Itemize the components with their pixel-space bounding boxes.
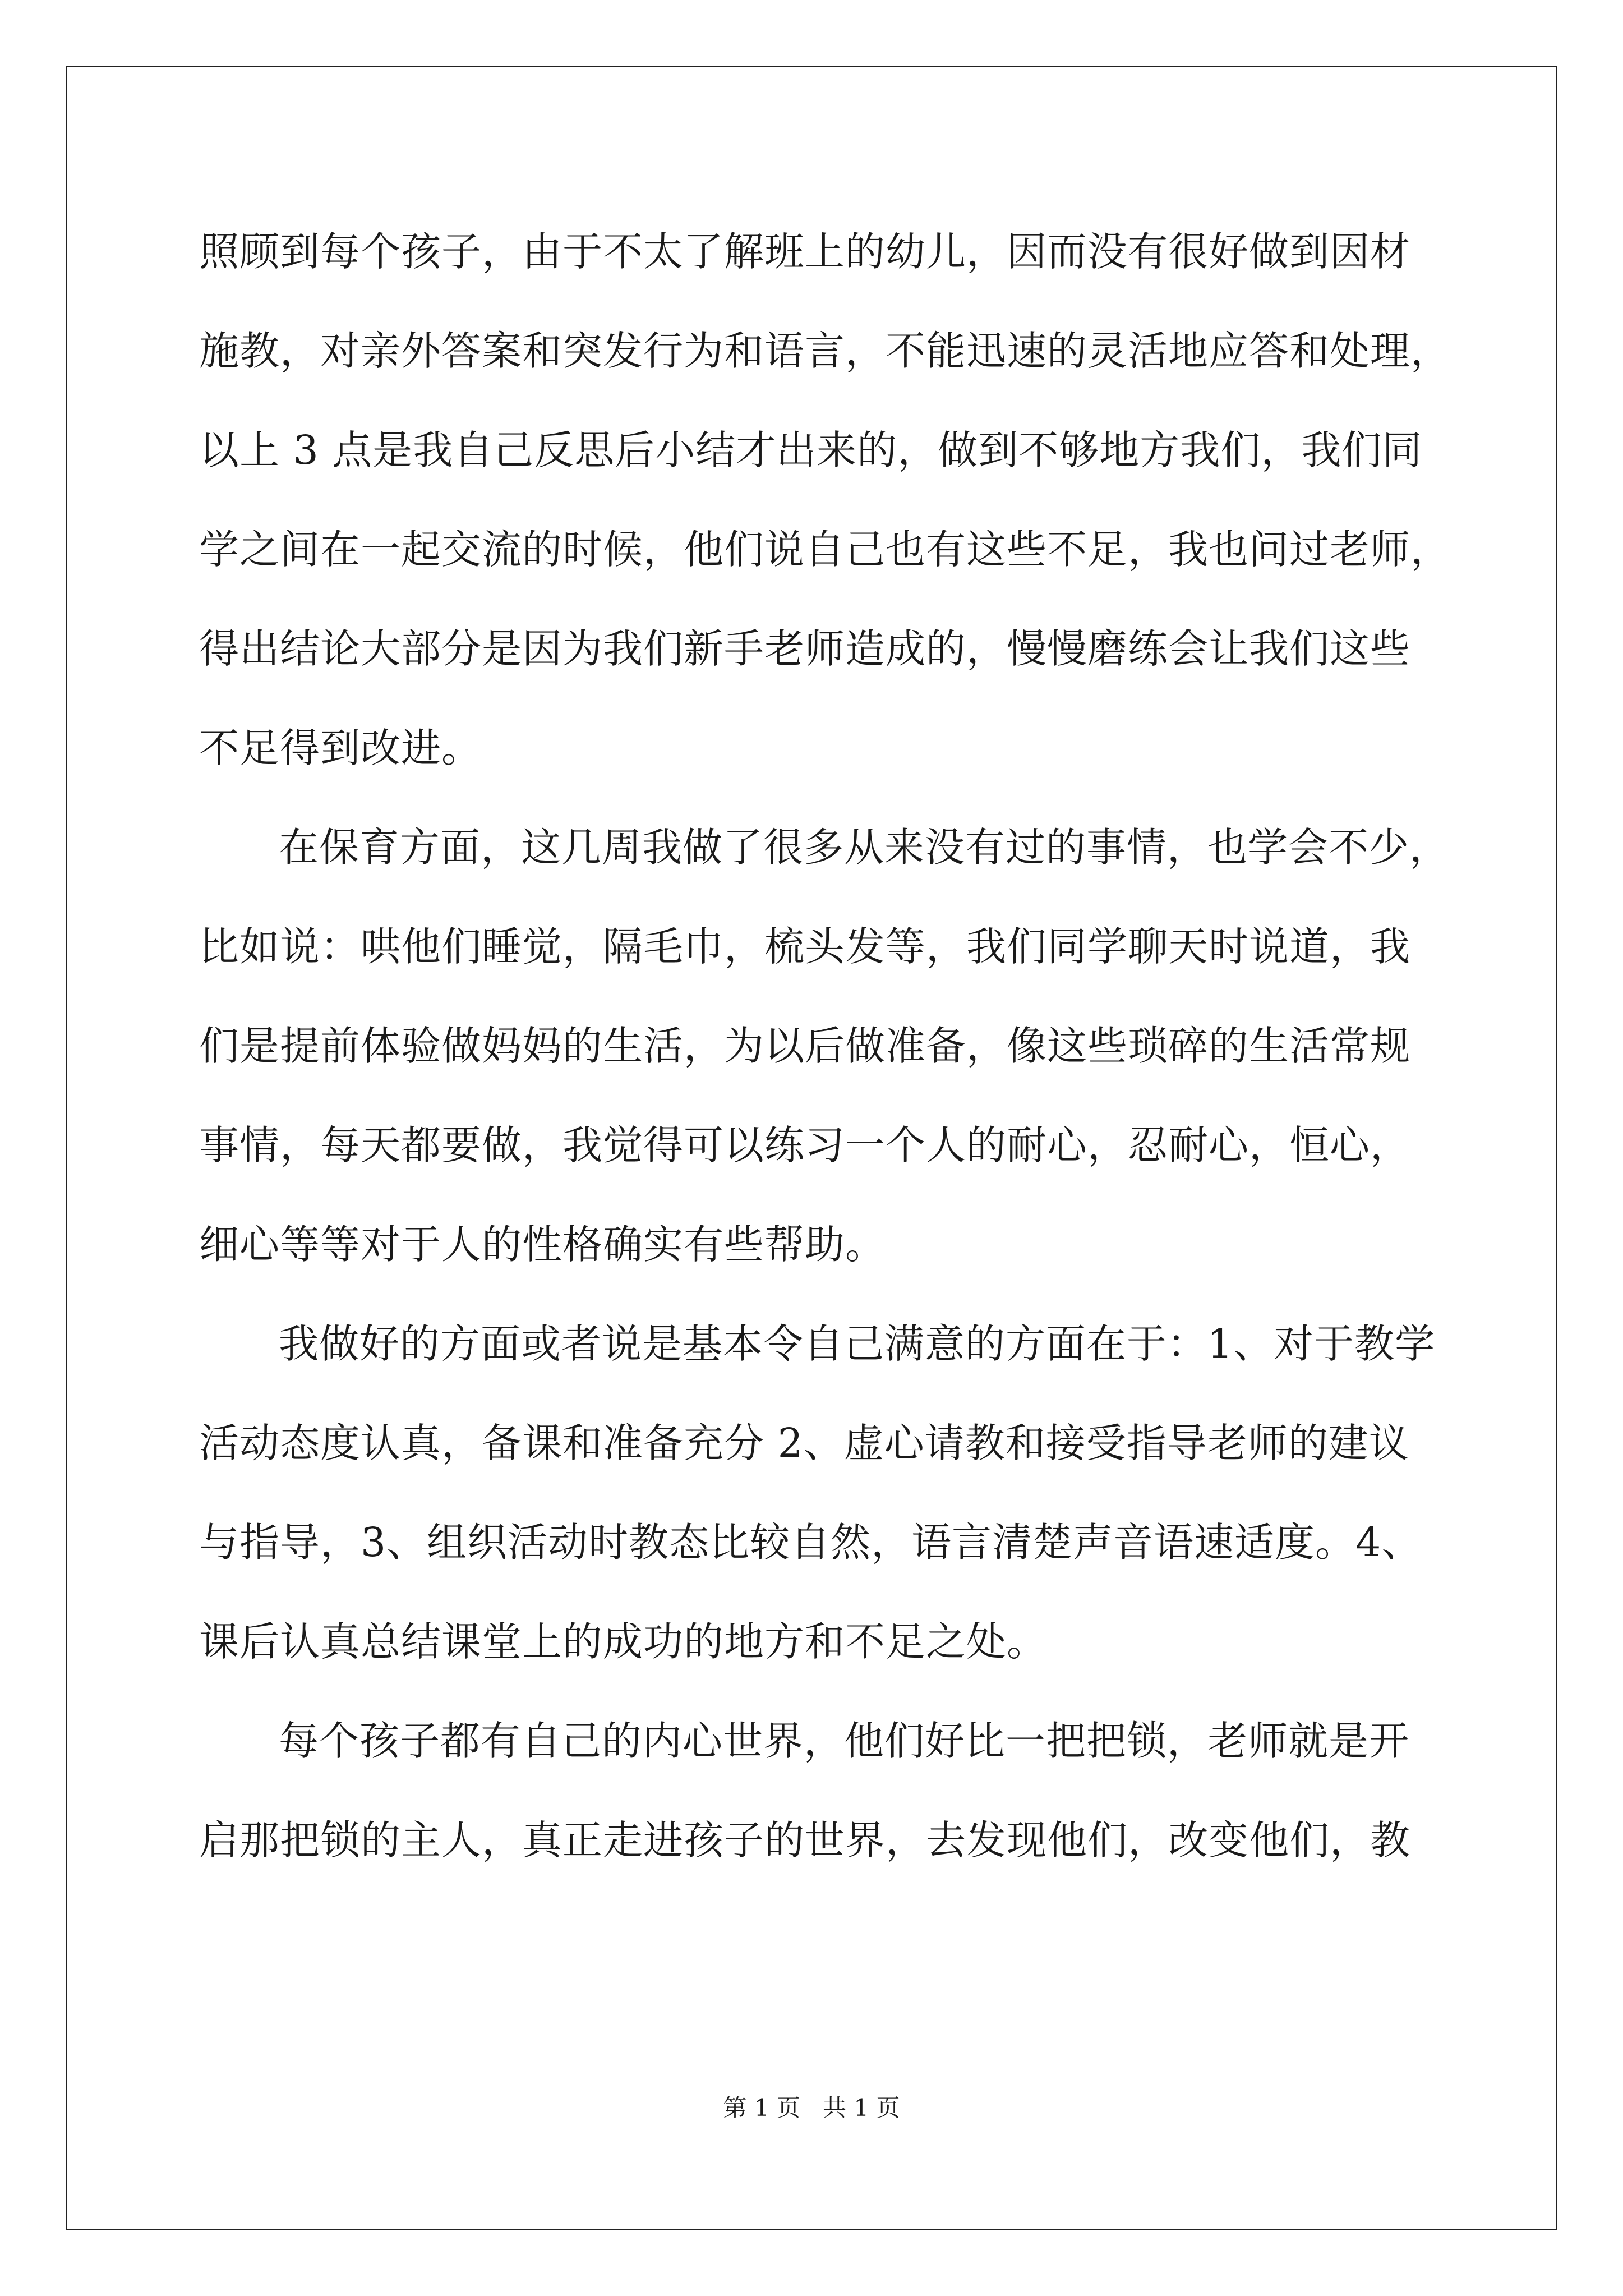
text-line: 细心等等对于人的性格确实有些帮助。	[199, 1221, 886, 1268]
text-line: 活动态度认真，备课和准备充分 2、虚心请教和接受指导老师的建议	[199, 1420, 1409, 1466]
text-line: 们是提前体验做妈妈的生活，为以后做准备，像这些琐碎的生活常规	[199, 1023, 1411, 1069]
document-body	[199, 202, 1455, 1890]
text-line: 学之间在一起交流的时候，他们说自己也有这些不足，我也问过老师，	[199, 526, 1451, 573]
text-line: 与指导，3、组织活动时教态比较自然，语言清楚声音语速适度。4、	[199, 1519, 1422, 1566]
text-line: 得出结论大部分是因为我们新手老师造成的，慢慢磨练会让我们这些	[199, 625, 1411, 672]
paragraph-start-line: 我做好的方面或者说是基本令自己满意的方面在于：1、对于教学	[279, 1320, 1436, 1367]
text-line: 启那把锁的主人，真正走进孩子的世界，去发现他们，改变他们，教	[199, 1817, 1411, 1864]
text-line: 事情，每天都要做，我觉得可以练习一个人的耐心，忍耐心，恒心，	[199, 1122, 1411, 1168]
text-line: 施教，对亲外答案和突发行为和语言，不能迅速的灵活地应答和处理，	[199, 328, 1451, 374]
page-footer: 第 1 页 共 1 页	[723, 2094, 900, 2122]
text-line: 课后认真总结课堂上的成功的地方和不足之处。	[199, 1618, 1048, 1665]
paragraph-start-line: 每个孩子都有自己的内心世界，他们好比一把把锁，老师就是开	[279, 1718, 1410, 1764]
text-line: 照顾到每个孩子，由于不太了解班上的幼儿，因而没有很好做到因材	[199, 228, 1411, 275]
text-line: 不足得到改进。	[199, 725, 482, 771]
paragraph-start-line: 在保育方面，这几周我做了很多从来没有过的事情，也学会不少，	[279, 824, 1450, 871]
text-line: 以上 3 点是我自己反思后小结才出来的，做到不够地方我们，我们同	[199, 427, 1423, 473]
text-line: 比如说：哄他们睡觉，隔毛巾，梳头发等，我们同学聊天时说道，我	[199, 923, 1411, 970]
